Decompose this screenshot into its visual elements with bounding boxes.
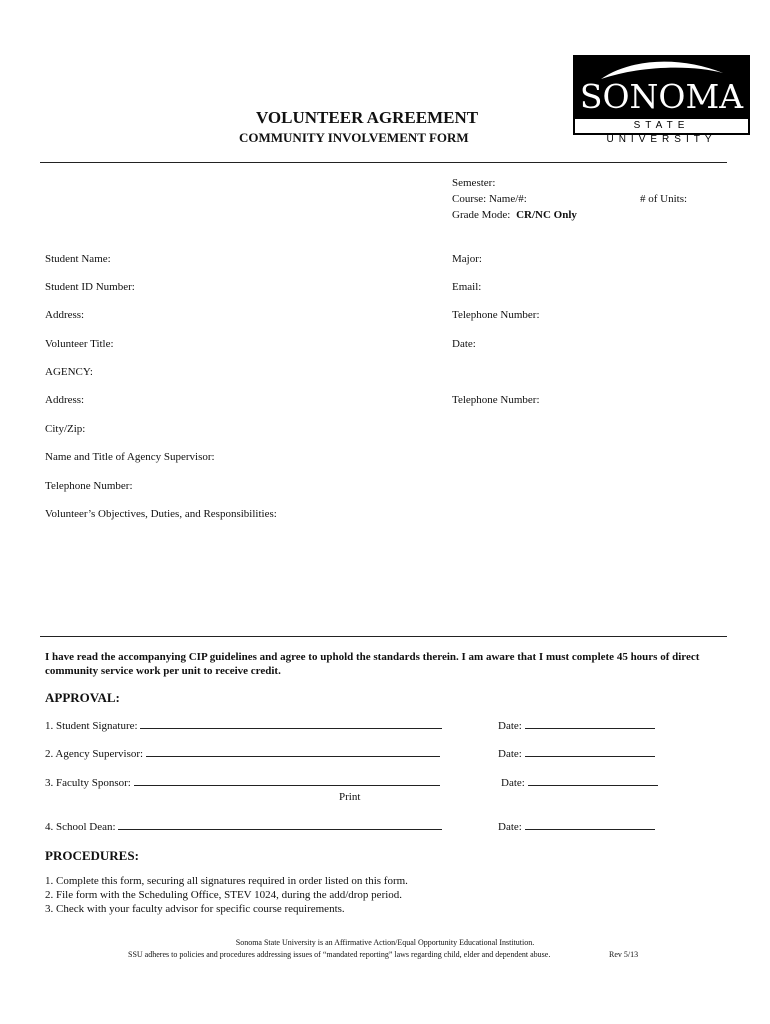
objectives-label: Volunteer’s Objectives, Duties, and Responsibilities: (45, 508, 277, 520)
agreement-statement: I have read the accompanying CIP guidelines and agree to uphold the standards therein. I am aware that I must complete 45 hours of direct community service work per unit to receive credit. (45, 651, 700, 677)
agency-supervisor-row (45, 746, 440, 760)
logo-wordmark: SONOMA (579, 77, 744, 116)
procedure-step: 3. Check with your faculty advisor for specific course requirements. (45, 903, 345, 915)
student-signature-label: 1. Student Signature: (45, 720, 138, 732)
agency-date-label: Date: (498, 748, 522, 760)
agency-supervisor-label: 2. Agency Supervisor: (45, 748, 144, 760)
volunteer-title-label: Volunteer Title: (45, 338, 114, 350)
procedure-step: 2. File form with the Scheduling Office, STEV 1024, during the add/drop period. (45, 889, 403, 901)
school-dean-row (45, 819, 442, 833)
logo-subtitle: STATE UNIVERSITY (575, 119, 748, 133)
footer-reporting-statement: SSU adheres to policies and procedures addressing issues of “mandated reporting” laws regarding child, elder and dependent abuse. (128, 950, 551, 959)
agency-address-label: Address: (45, 394, 85, 406)
student-date-label: Date: (498, 720, 522, 732)
faculty-date-line[interactable] (528, 775, 658, 786)
page-title: VOLUNTEER AGREEMENT (256, 108, 479, 127)
student-name-label: Student Name: (45, 253, 111, 265)
agency-label: AGENCY: (45, 366, 93, 378)
dean-date-line[interactable] (525, 819, 655, 830)
student-signature-row (45, 718, 442, 732)
faculty-date-row (501, 775, 658, 789)
sonoma-state-logo (573, 55, 750, 145)
faculty-sponsor-line[interactable] (134, 775, 440, 786)
units-label: # of Units: (640, 193, 688, 205)
student-id-label: Student ID Number: (45, 281, 135, 293)
footer-revision: Rev 5/13 (609, 950, 639, 959)
grade-mode-value: CR/NC Only (516, 209, 577, 221)
grade-mode (452, 209, 577, 221)
address-label: Address: (45, 309, 85, 321)
agency-telephone-label: Telephone Number: (452, 394, 540, 406)
city-zip-label: City/Zip: (45, 423, 86, 435)
faculty-sponsor-row (45, 775, 440, 789)
approval-heading: APPROVAL: (45, 690, 120, 705)
student-date-row (498, 718, 655, 732)
header-divider (40, 162, 727, 163)
procedure-step: 1. Complete this form, securing all signatures required in order listed on this form. (45, 875, 408, 887)
date-label: Date: (452, 338, 476, 350)
objectives-divider (40, 636, 727, 637)
telephone-label: Telephone Number: (452, 309, 540, 321)
procedures-heading: PROCEDURES: (45, 848, 139, 863)
agency-supervisor-line[interactable] (146, 746, 440, 757)
course-name-label: Course: Name/#: (452, 193, 527, 205)
semester-label: Semester: (452, 177, 496, 189)
supervisor-telephone-label: Telephone Number: (45, 480, 133, 492)
page-subtitle: COMMUNITY INVOLVEMENT FORM (239, 130, 469, 145)
faculty-sponsor-label: 3. Faculty Sponsor: (45, 777, 131, 789)
print-label: Print (339, 791, 361, 803)
footer-eeo-statement: Sonoma State University is an Affirmative Action/Equal Opportunity Educational Institution. (235, 938, 535, 947)
dean-date-label: Date: (498, 821, 522, 833)
faculty-date-label: Date: (501, 777, 525, 789)
major-label: Major: (452, 253, 482, 265)
agency-date-row (498, 746, 655, 760)
student-signature-line[interactable] (140, 718, 442, 729)
school-dean-line[interactable] (118, 819, 442, 830)
supervisor-label: Name and Title of Agency Supervisor: (45, 451, 215, 463)
email-label: Email: (452, 281, 482, 293)
grade-mode-label: Grade Mode: (452, 209, 511, 221)
agency-date-line[interactable] (525, 746, 655, 757)
student-date-line[interactable] (525, 718, 655, 729)
school-dean-label: 4. School Dean: (45, 821, 116, 833)
dean-date-row (498, 819, 655, 833)
